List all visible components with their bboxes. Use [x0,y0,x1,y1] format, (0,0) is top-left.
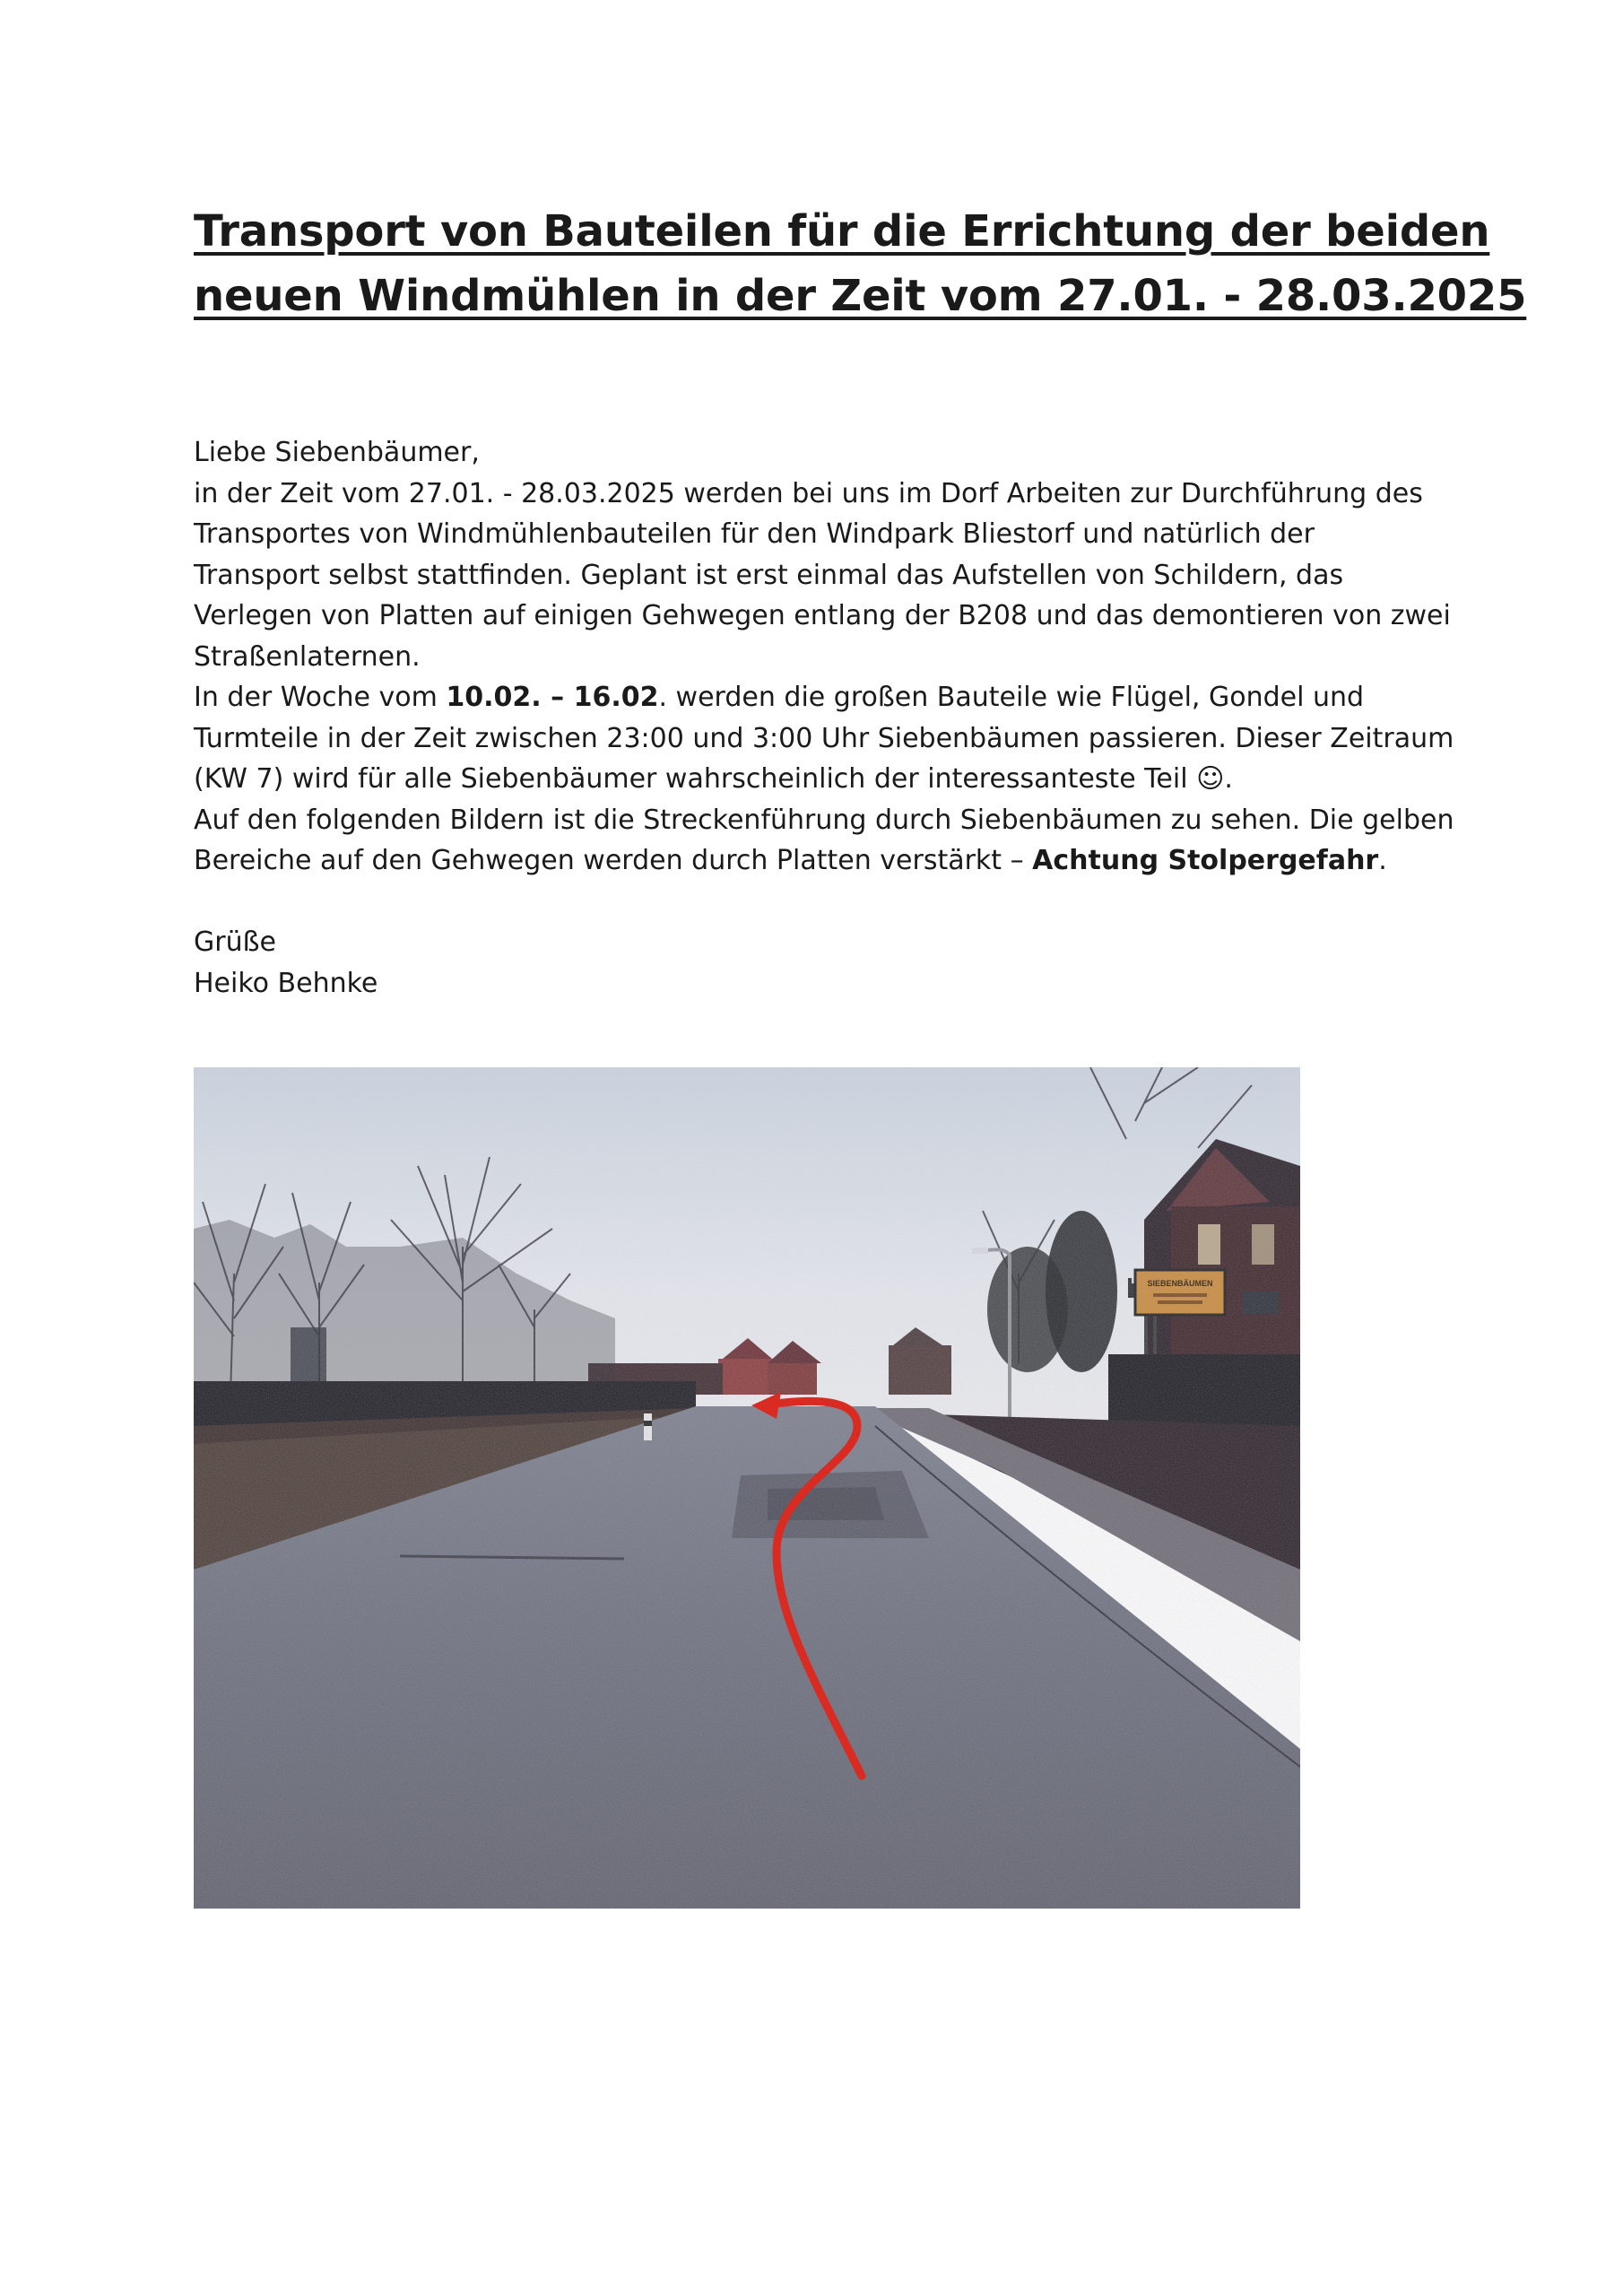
spacer [194,882,1467,923]
warning-bold: Achtung Stolpergefahr [1032,845,1379,876]
letter-body [194,432,1467,1004]
title-line-2: neuen Windmühlen in der Zeit vom 27.01. - 28.03.2025 [194,271,1527,321]
date-range-bold: 10.02. – 16.02 [446,682,659,713]
greeting: Liebe Siebenbäumer, [194,437,480,468]
text-run: In der Woche vom [194,682,447,713]
closing: Grüße [194,926,276,958]
page-title [194,199,1527,328]
paragraph-1-line: Transportes von Windmühlenbauteilen für den Windpark Bliestorf und natürlich der [194,518,1315,550]
paragraph-1-line: in der Zeit vom 27.01. - 28.03.2025 werden bei uns im Dorf Arbeiten zur Durchführung des [194,477,1423,509]
paragraph-2-line: (KW 7) wird für alle Siebenbäumer wahrscheinlich der interessanteste Teil ☺. [194,763,1233,795]
paragraph-2-line [194,677,1467,718]
text-run: . [1378,845,1387,876]
paragraph-1-line: Verlegen von Platten auf einigen Gehwegen entlang der B208 und das demontieren von zwei [194,600,1451,631]
title-line-1: Transport von Bauteilen für die Errichtung der beiden [194,206,1490,257]
route-photo-drawing [194,1067,1300,1909]
paragraph-3-line [194,840,1467,882]
paragraph-3-line: Auf den folgenden Bildern ist die Streckenführung durch Siebenbäumen zu sehen. Die gelben [194,804,1454,836]
signature: Heiko Behnke [194,967,378,999]
text-run: Bereiche auf den Gehwegen werden durch Platten verstärkt – [194,845,1033,876]
text-run: . werden die großen Bauteile wie Flügel, Gondel und [658,682,1365,713]
paragraph-2-line: Turmteile in der Zeit zwischen 23:00 und 3:00 Uhr Siebenbäumen passieren. Dieser Zeitraum [194,722,1454,754]
photo-grain [194,1067,1300,1909]
paragraph-1-line: Straßenlaternen. [194,640,421,673]
paragraph-1-line: Transport selbst stattfinden. Geplant ist erst einmal das Aufstellen von Schildern, das [194,559,1344,591]
route-photo [194,1067,1300,1909]
